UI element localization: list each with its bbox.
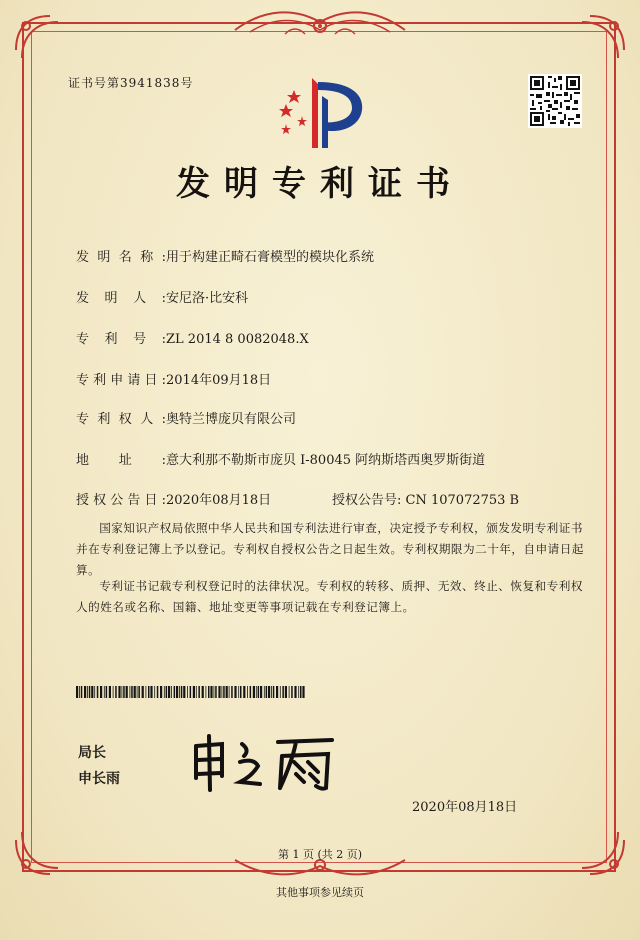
grant-number-row	[332, 489, 519, 508]
grant-number-value: CN 107072753 B	[405, 493, 520, 508]
patent-number-value: ZL 2014 8 0082048.X	[166, 332, 309, 347]
filing-date-label: 专利申请日:	[76, 373, 166, 388]
issue-date: 2020年08月18日	[412, 800, 518, 815]
grant-number-label: 授权公告号:	[332, 493, 402, 508]
top-floral-ornament-icon	[225, 4, 415, 44]
corner-ornament-icon	[10, 10, 70, 70]
address-label: 地址:	[76, 453, 166, 468]
certificate-number: 证书号第3941838号	[68, 76, 194, 90]
inventor-value: 安尼洛·比安科	[166, 291, 249, 306]
patentee-label: 专利权人:	[76, 412, 166, 427]
patentee-value: 奥特兰博庞贝有限公司	[166, 412, 297, 427]
legal-status-paragraph: 专利证书记载专利权登记时的法律状况。专利权的转移、质押、无效、终止、恢复和专利权人的姓名或名称、国籍、地址变更等事项记载在专利登记簿上。	[76, 579, 583, 614]
footer-note: 其他事项参见续页	[276, 886, 364, 899]
director-signature	[188, 732, 338, 794]
invention-name-label: 发明名称:	[76, 250, 166, 265]
inventor-label: 发明人:	[76, 291, 166, 306]
invention-name-value: 用于构建正畸石膏模型的模块化系统	[166, 250, 375, 265]
grant-date-label: 授权公告日:	[76, 493, 166, 508]
patent-number-label: 专利号:	[76, 332, 166, 347]
director-name: 申长雨	[78, 771, 120, 787]
address-row	[76, 449, 485, 468]
certificate-title: 发明专利证书	[176, 164, 464, 204]
patent-number-row	[76, 328, 309, 347]
grant-date-row	[76, 489, 271, 508]
cnipa-emblem-icon	[272, 70, 368, 152]
qr-code-icon	[528, 74, 582, 128]
invention-name-row	[76, 246, 374, 265]
inventor-row	[76, 287, 248, 306]
barcode-icon	[76, 686, 306, 698]
filing-date-value: 2014年09月18日	[166, 373, 272, 388]
corner-ornament-icon	[570, 10, 630, 70]
page-indicator: 第 1 页 (共 2 页)	[277, 848, 363, 861]
grant-date-value: 2020年08月18日	[166, 493, 272, 508]
address-value: 意大利那不勒斯市庞贝 I-80045 阿纳斯塔西奥罗斯街道	[166, 453, 486, 468]
patentee-row	[76, 408, 296, 427]
grant-statement-paragraph: 国家知识产权局依照中华人民共和国专利法进行审查，决定授予专利权，颁发发明专利证书并在专利登记簿上予以登记。专利权自授权公告之日起生效。专利权期限为二十年，自申请日起算。	[76, 521, 584, 577]
filing-date-row	[76, 369, 271, 388]
director-title: 局长	[78, 745, 106, 761]
